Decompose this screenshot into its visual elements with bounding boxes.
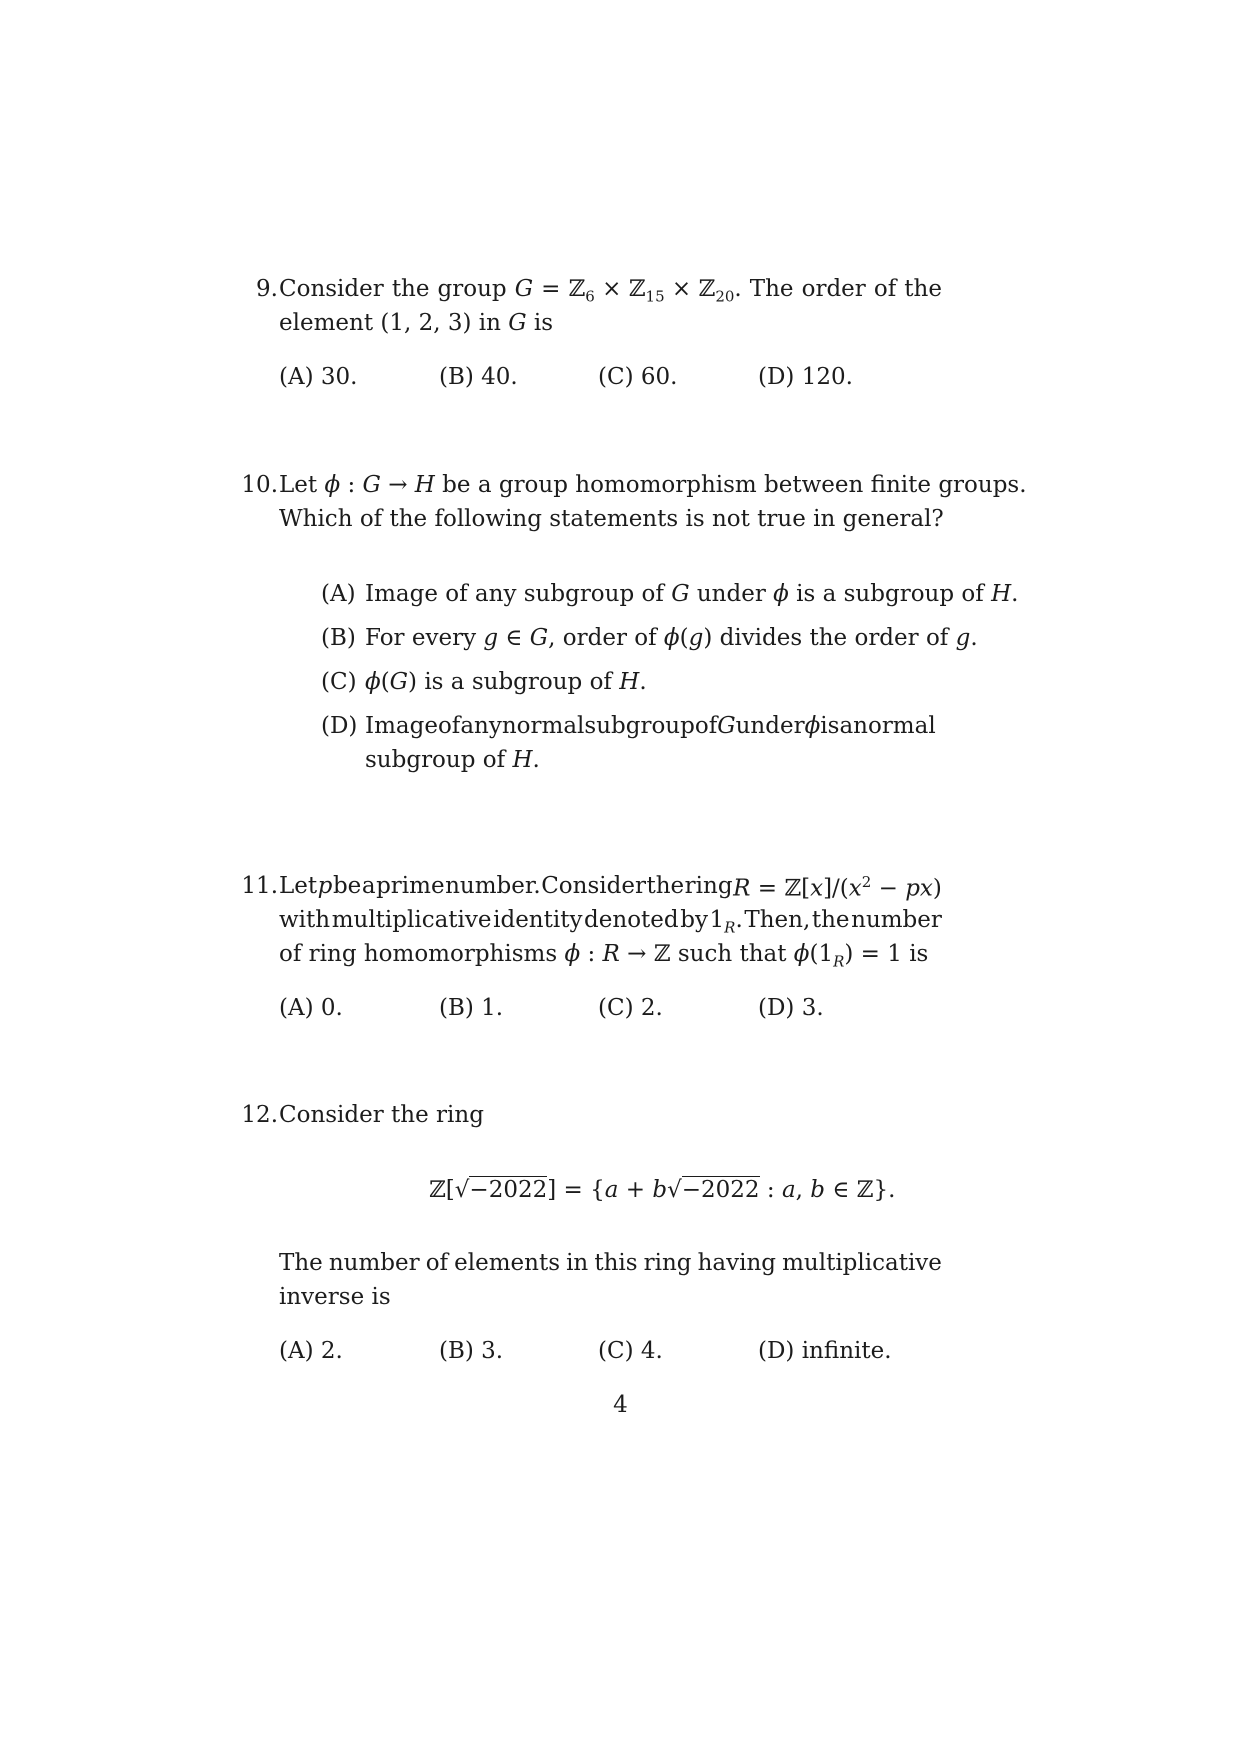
- question-text-line: The number of elements in this ring having multiplicative: [279, 1250, 942, 1276]
- question-text-line: Which of the following statements is not true in general?: [279, 506, 944, 532]
- question-text-line: inverse is: [279, 1284, 391, 1310]
- question-text-line: Let p be a prime number. Consider the ring $R = ℤ[x]/(x^2 - px)$: [279, 873, 942, 902]
- statement-text: ϕ(G) is a subgroup of H.: [365, 669, 647, 695]
- statement-text: For every g ∈ G, order of ϕ(g) divides the order of g.: [365, 625, 978, 651]
- question-number: 10.: [241, 472, 278, 498]
- question-text-line: Let ϕ : G → H be a group homomorphism between finite groups.: [279, 472, 1027, 498]
- question-text-line: with multiplicative identity denoted by $1_R$. Then, the number: [279, 907, 942, 937]
- option-d: (D) infinite.: [758, 1338, 892, 1364]
- option-a: (A) 30.: [279, 364, 358, 390]
- question-text-line: Consider the group G = ℤ$_6$ × ℤ$_{15}$ × ℤ$_{20}$. The order of the: [279, 276, 942, 306]
- statement-label: (A): [321, 581, 356, 607]
- question-number: 12.: [241, 1102, 278, 1128]
- question-text-line: element (1, 2, 3) in G is: [279, 310, 554, 336]
- display-equation: ℤ[√−2022] = {a + b√−2022 : a, b ∈ ℤ}.: [429, 1177, 896, 1203]
- question-text-line: Consider the ring: [279, 1102, 484, 1128]
- option-b: (B) 1.: [439, 995, 504, 1021]
- option-b: (B) 3.: [439, 1338, 504, 1364]
- statement-label: (D): [321, 713, 358, 739]
- option-a: (A) 0.: [279, 995, 343, 1021]
- option-c: (C) 60.: [598, 364, 678, 390]
- option-d: (D) 3.: [758, 995, 824, 1021]
- question-number: 9.: [256, 276, 278, 302]
- option-d: (D) 120.: [758, 364, 853, 390]
- option-c: (C) 2.: [598, 995, 663, 1021]
- option-b: (B) 40.: [439, 364, 518, 390]
- question-number: 11.: [241, 873, 278, 899]
- option-c: (C) 4.: [598, 1338, 663, 1364]
- statement-label: (B): [321, 625, 356, 651]
- question-text-line: of ring homomorphisms ϕ : R → ℤ such that $\phi(1_R) = 1$ is: [279, 941, 929, 971]
- option-a: (A) 2.: [279, 1338, 343, 1364]
- statement-label: (C): [321, 669, 357, 695]
- page-number: 4: [613, 1392, 628, 1418]
- statement-text-continued: subgroup of H.: [365, 747, 540, 773]
- statement-text: Image of any subgroup of G under ϕ is a subgroup of H.: [365, 581, 1019, 607]
- statement-text: Image of any normal subgroup of G under ϕ is a normal: [365, 713, 936, 739]
